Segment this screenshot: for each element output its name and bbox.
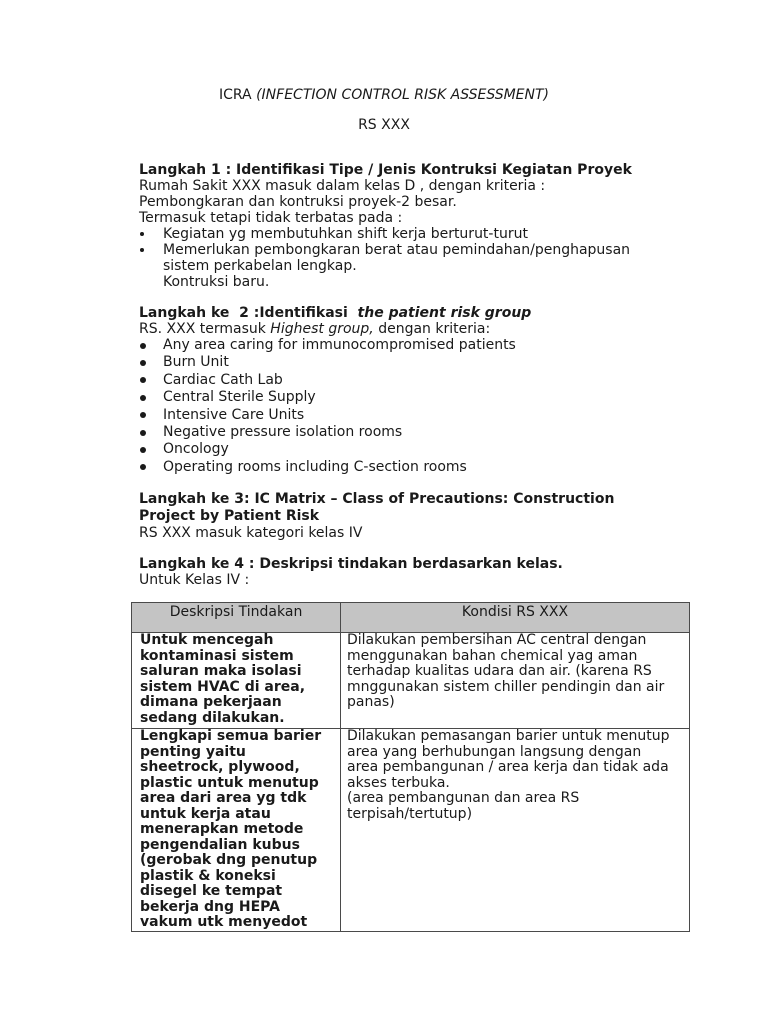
table-header-row xyxy=(132,603,690,633)
cell-line: Untuk mencegah xyxy=(140,632,274,648)
bullet-icon xyxy=(140,395,146,401)
action-cell xyxy=(132,633,341,729)
action-table xyxy=(131,602,690,932)
step2-bullet-item xyxy=(139,372,739,389)
bullet-text: Burn Unit xyxy=(163,354,229,371)
cell-line: panas) xyxy=(347,694,395,710)
cell-line: menerapkan metode xyxy=(140,821,304,837)
step4-heading: Langkah ke 4 : Deskripsi tindakan berdasarkan kelas. xyxy=(139,556,563,572)
step1-section xyxy=(139,162,739,290)
step2-bullet-item xyxy=(139,389,739,406)
step2-intro-italic: Highest group, xyxy=(270,321,374,337)
step2-intro xyxy=(139,321,739,337)
bullet-icon xyxy=(140,360,146,366)
cell-line: disegel ke tempat xyxy=(140,883,283,899)
bullet-icon xyxy=(140,377,146,383)
step1-bullet-item xyxy=(139,242,739,258)
step2-heading-prefix: Langkah ke 2 :Identifikasi xyxy=(139,305,358,321)
step1-line: Rumah Sakit XXX masuk dalam kelas D , dengan kriteria : xyxy=(139,178,546,194)
step1-bullet-item xyxy=(139,226,739,242)
step3-heading: Project by Patient Risk xyxy=(139,508,320,524)
step2-intro-prefix: RS. XXX termasuk xyxy=(139,321,271,337)
cell-line: vakum utk menyedot xyxy=(140,914,308,930)
action-cell xyxy=(132,729,341,932)
cell-line: area yang berhubungan langsung dengan xyxy=(347,743,642,760)
step2-bullet-item xyxy=(139,459,739,476)
bullet-icon xyxy=(140,447,146,453)
cell-line: menggunakan bahan chemical yag aman xyxy=(347,647,638,664)
bullet-text: Central Sterile Supply xyxy=(163,389,316,406)
condition-cell xyxy=(341,633,690,729)
bullet-text: Oncology xyxy=(163,441,229,458)
table-header-condition: Kondisi RS XXX xyxy=(341,603,690,633)
step3-line: RS XXX masuk kategori kelas IV xyxy=(139,525,363,541)
step2-bullet-item xyxy=(139,441,739,458)
step3-heading: Langkah ke 3: IC Matrix – Class of Precautions: Construction xyxy=(139,491,615,507)
step1-line: Termasuk tetapi tidak terbatas pada : xyxy=(139,210,403,226)
step2-heading xyxy=(139,305,739,321)
cell-line: penting yaitu xyxy=(140,743,246,760)
cell-line: sistem HVAC di area, xyxy=(140,678,306,695)
title-expansion: (INFECTION CONTROL RISK ASSESSMENT) xyxy=(256,87,550,103)
step2-bullet-item xyxy=(139,407,739,424)
step1-heading: Langkah 1 : Identifikasi Tipe / Jenis Kontruksi Kegiatan Proyek xyxy=(139,162,632,178)
cell-line: (gerobak dng penutup xyxy=(140,852,318,868)
cell-line: pengendalian kubus xyxy=(140,836,300,853)
table-row xyxy=(132,729,690,932)
condition-cell xyxy=(341,729,690,932)
table-row xyxy=(132,633,690,729)
document-subtitle: RS XXX xyxy=(358,117,410,133)
cell-line: area pembangunan / area kerja dan tidak ada xyxy=(347,759,669,775)
step2-bullet-item xyxy=(139,424,739,441)
step3-section xyxy=(139,491,739,542)
step2-bullet-item xyxy=(139,354,739,371)
bullet-icon xyxy=(140,430,146,436)
document-title xyxy=(0,87,768,103)
cell-line: plastic untuk menutup xyxy=(140,774,319,791)
cell-line: plastik & koneksi xyxy=(140,867,276,884)
cell-line: sheetrock, plywood, xyxy=(140,759,300,775)
bullet-icon xyxy=(140,464,146,470)
cell-line: untuk kerja atau xyxy=(140,805,271,822)
bullet-text: Kegiatan yg membutuhkan shift kerja berturut-turut xyxy=(163,226,528,242)
title-label: ICRA xyxy=(218,87,257,103)
cell-line: area dari area yg tdk xyxy=(140,790,307,806)
step1-continuation: sistem perkabelan lengkap. xyxy=(163,258,357,274)
bullet-text: Operating rooms including C-section rooms xyxy=(163,458,467,475)
cell-line: akses terbuka. xyxy=(347,774,450,791)
cell-line: saluran maka isolasi xyxy=(140,663,302,679)
bullet-icon xyxy=(140,412,146,418)
step2-intro-suffix: dengan kriteria: xyxy=(373,321,491,337)
cell-line: mnggunakan sistem chiller pendingin dan air xyxy=(347,678,665,695)
cell-line: kontaminasi sistem xyxy=(140,647,294,664)
step2-bullet-item xyxy=(139,337,739,354)
cell-line: terhadap kualitas udara dan air. (karena RS xyxy=(347,663,652,679)
cell-line: bekerja dng HEPA xyxy=(140,898,280,915)
table-header-action: Deskripsi Tindakan xyxy=(132,603,341,633)
cell-line: Dilakukan pembersihan AC central dengan xyxy=(347,632,647,648)
bullet-icon xyxy=(140,343,146,349)
cell-line: (area pembangunan dan area RS xyxy=(347,790,580,806)
cell-line: Dilakukan pemasangan barier untuk menutup xyxy=(347,728,670,744)
bullet-text: Any area caring for immunocompromised patients xyxy=(163,337,516,353)
bullet-text: Cardiac Cath Lab xyxy=(163,371,283,388)
bullet-text: Memerlukan pembongkaran berat atau pemindahan/penghapusan xyxy=(163,242,631,258)
step4-line: Untuk Kelas IV : xyxy=(139,572,250,588)
bullet-text: Intensive Care Units xyxy=(163,406,305,423)
cell-line: dimana pekerjaan xyxy=(140,694,282,710)
bullet-icon xyxy=(140,248,144,252)
step2-heading-italic: the patient risk group xyxy=(357,305,532,321)
step1-line: Pembongkaran dan kontruksi proyek-2 besar. xyxy=(139,194,457,210)
step2-section xyxy=(139,305,739,476)
cell-line: Lengkapi semua barier xyxy=(140,728,322,744)
cell-line: sedang dilakukan. xyxy=(140,709,285,726)
bullet-icon xyxy=(140,232,144,236)
step4-section xyxy=(139,556,739,588)
bullet-text: Negative pressure isolation rooms xyxy=(163,423,403,440)
cell-line: terpisah/tertutup) xyxy=(347,805,473,822)
step1-continuation: Kontruksi baru. xyxy=(163,274,270,290)
